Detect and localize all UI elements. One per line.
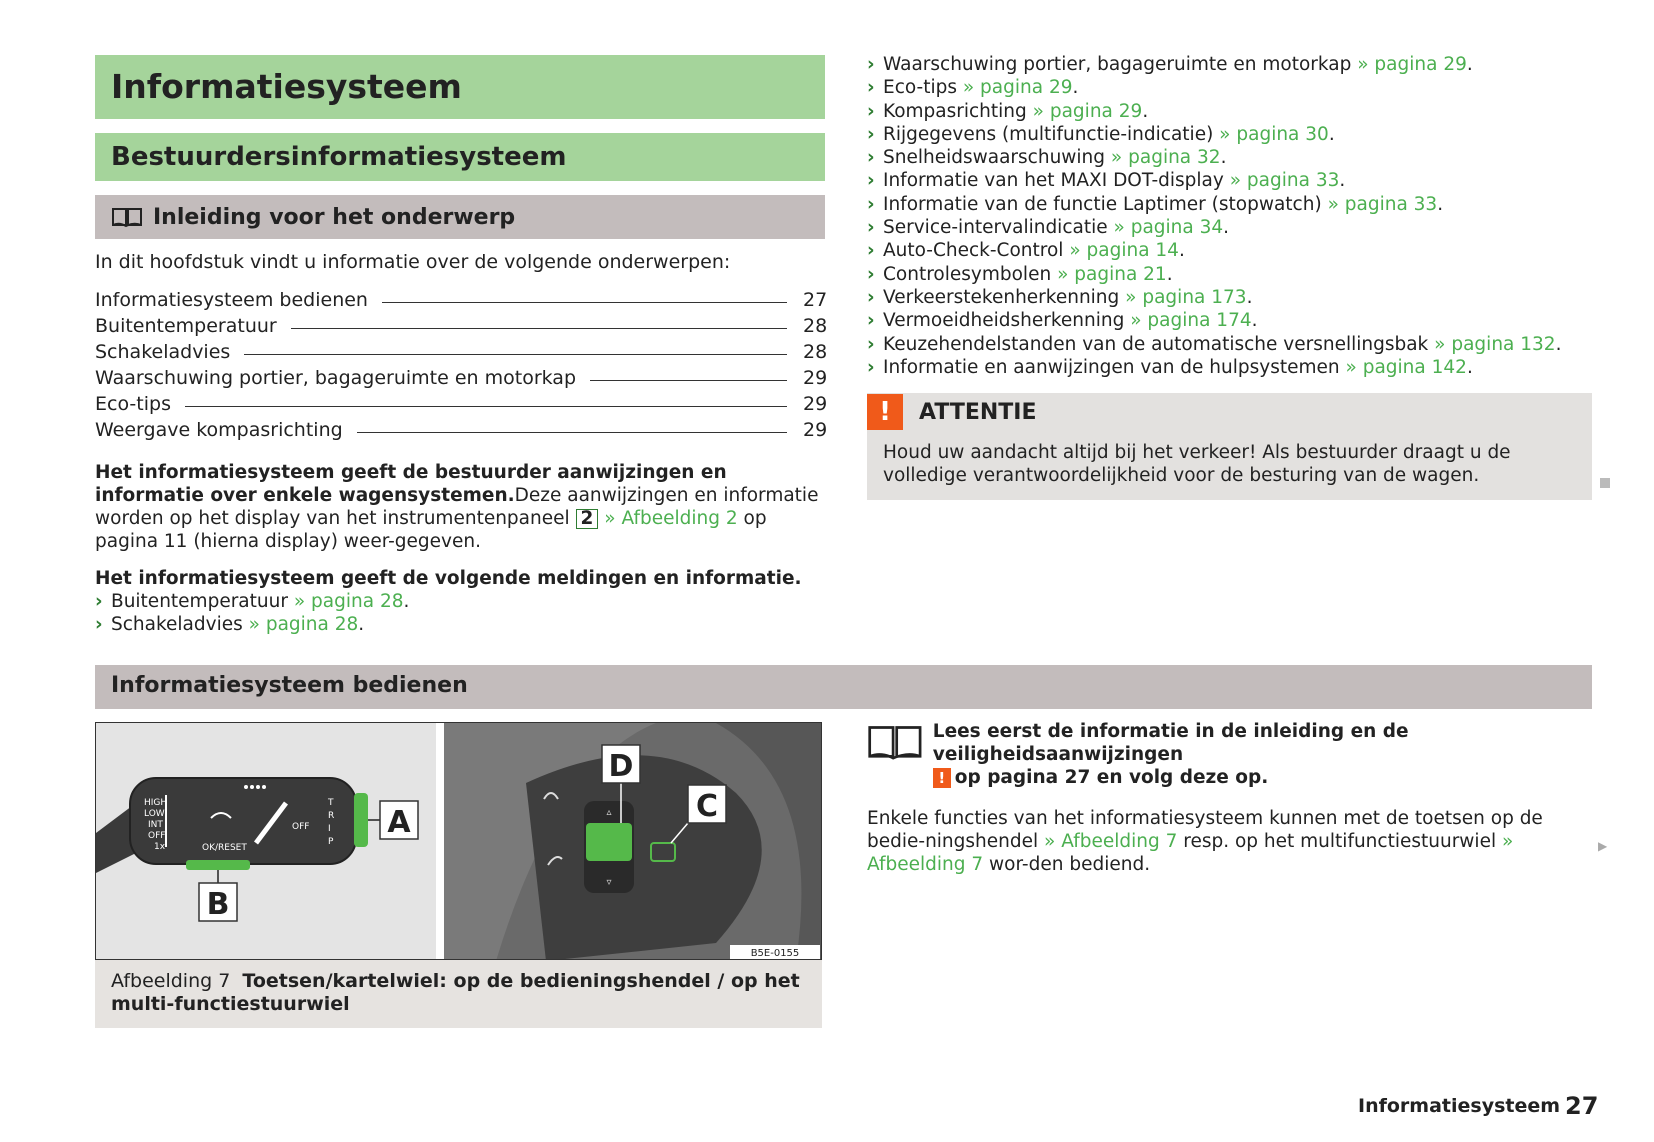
end-square-icon (1600, 478, 1610, 488)
chevron-right-icon: › (867, 240, 875, 262)
read-first-note (867, 720, 1592, 789)
cross-ref-link[interactable]: » pagina 173 (1125, 286, 1247, 308)
stalk-1x: 1x (154, 842, 166, 852)
list-item: › Informatie van de functie Laptimer (stopwatch) » pagina 33. (867, 193, 1444, 215)
list-item: › Snelheidswaarschuwing » pagina 32. (867, 147, 1227, 169)
ok-reset-button-b[interactable] (186, 860, 250, 870)
display-number-box: 2 (576, 509, 599, 529)
subsection-heading (95, 195, 825, 239)
list-item: › Waarschuwing portier, bagageruimte en motorkap » pagina 29. (867, 54, 1473, 75)
toc-page: 29 (803, 393, 828, 415)
list-item-text: Informatie van het MAXI DOT-display (883, 170, 1230, 192)
section-heading-2: Informatiesysteem bedienen (95, 665, 1592, 709)
cross-ref-link[interactable]: » pagina 29 (1357, 54, 1467, 75)
toc-leader (244, 354, 787, 355)
cross-ref-link[interactable]: » pagina 132 (1434, 333, 1556, 355)
list-item: › Eco-tips » pagina 29. (867, 77, 1079, 99)
cross-ref-link[interactable]: » pagina 30 (1219, 123, 1329, 145)
thumbwheel-a[interactable] (354, 793, 368, 847)
list-item-text: Controlesymbolen (883, 263, 1058, 285)
thumbwheel-d[interactable] (586, 823, 632, 861)
cross-ref-link[interactable]: » pagina 32 (1110, 147, 1221, 169)
figure-code: B5E-0155 (750, 948, 800, 959)
attention-box (867, 393, 1592, 500)
subsection-heading-text: Inleiding voor het onderwerp (153, 204, 516, 230)
footer-chapter: Informatiesysteem (1358, 1095, 1561, 1117)
toc-row[interactable] (95, 337, 828, 363)
list-item: › Schakeladvies » pagina 28. (95, 614, 365, 635)
list-item-text: Waarschuwing portier, bagageruimte en motorkap (883, 54, 1358, 75)
list-item: › Vermoeidheidsherkenning » pagina 174. (867, 310, 1258, 332)
list-item: › Kompasrichting » pagina 29. (867, 100, 1149, 122)
toc-page: 29 (803, 367, 828, 389)
attention-title: ATTENTIE (919, 399, 1037, 425)
toc-leader (291, 328, 787, 329)
body-paragraph (95, 461, 825, 553)
list-item: › Rijgegevens (multifunctie-indicatie) » pagina 30. (867, 123, 1335, 145)
list-item: › Auto-Check-Control » pagina 14. (867, 240, 1185, 262)
toc-label: Schakeladvies (95, 341, 231, 363)
chevron-right-icon: › (867, 193, 875, 215)
toc-row[interactable] (95, 389, 828, 415)
toc (95, 285, 828, 441)
cross-ref-link[interactable]: » Afbeelding 7 (867, 831, 1514, 875)
right-column (867, 53, 1592, 500)
stalk-low: LOW (144, 809, 165, 819)
cross-ref-link[interactable]: » pagina 33 (1327, 193, 1438, 215)
toc-label: Waarschuwing portier, bagageruimte en motorkap (95, 367, 577, 389)
list-item-text: Snelheidswaarschuwing (883, 147, 1111, 169)
chevron-right-icon: › (867, 100, 875, 122)
label-a: A (387, 805, 411, 840)
warning-icon: ! (933, 768, 951, 788)
list-heading (95, 567, 825, 590)
chevron-right-icon: › (867, 356, 875, 378)
list-item-text: Verkeerstekenherkenning (883, 286, 1126, 308)
cross-ref-link[interactable]: » pagina 21 (1057, 263, 1167, 285)
book-icon (867, 720, 923, 762)
page-number: 27 (1565, 1092, 1599, 1120)
cross-ref-link[interactable]: » Afbeelding 2 (604, 508, 738, 529)
toc-leader (382, 302, 787, 303)
figure-caption (95, 960, 822, 1028)
body-text: Deze aanwijzingen en informatie worden op het display van het instrumentenpaneel (95, 485, 819, 529)
chevron-right-icon: › (867, 170, 875, 192)
continue-triangle-icon: ▶ (1598, 839, 1608, 853)
toc-leader (357, 432, 787, 433)
chevron-right-icon: › (95, 591, 103, 612)
chevron-right-icon: › (867, 54, 875, 75)
list-item: › Informatie en aanwijzingen van de hulpsystemen » pagina 142. (867, 356, 1473, 378)
list-item: › Buitentemperatuur » pagina 28. (95, 591, 410, 612)
caption-prefix: Afbeelding 7 (111, 970, 231, 992)
stalk-off: OFF (148, 831, 166, 841)
toc-leader (185, 406, 787, 407)
down-arrow-icon: ▿ (606, 877, 612, 888)
section-heading: Bestuurdersinformatiesysteem (95, 133, 825, 181)
list-item: › Controlesymbolen » pagina 21. (867, 263, 1173, 285)
chevron-right-icon: › (867, 217, 875, 239)
list-item: › Service-intervalindicatie » pagina 34. (867, 217, 1230, 239)
bold-text: Het informatiesysteem geeft de bestuurder aanwijzingen en informatie over enkele wagensystemen. (95, 462, 727, 506)
toc-row[interactable] (95, 311, 828, 337)
cross-ref-link[interactable]: » pagina 174 (1130, 310, 1252, 332)
body-paragraph (867, 807, 1592, 876)
list-item-text: Informatie van de functie Laptimer (stopwatch) (883, 193, 1328, 215)
list-item: › Informatie van het MAXI DOT-display » pagina 33. (867, 170, 1346, 192)
list-item-text: Eco-tips (883, 77, 963, 99)
warning-icon: ! (867, 394, 903, 430)
intro-text: In dit hoofdstuk vindt u informatie over de volgende onderwerpen: (95, 251, 731, 273)
cross-ref-link[interactable]: » Afbeelding 7 (1044, 831, 1178, 852)
cross-ref-link[interactable]: » pagina 28 (293, 591, 404, 612)
body-text: op pagina 11 (hierna display) weer-gegeven. (95, 508, 767, 552)
figure-illustration (96, 723, 822, 960)
stalk-ok-reset: OK/RESET (202, 843, 247, 853)
right-list (867, 53, 1592, 379)
list-heading-text: Het informatiesysteem geeft de volgende meldingen en informatie. (95, 568, 802, 589)
trip-r: R (328, 811, 335, 821)
list-item: › Keuzehendelstanden van de automatische versnellingsbak » pagina 132. (867, 333, 1562, 355)
body-text: resp. op het multifunctiestuurwiel (1177, 831, 1502, 852)
up-arrow-icon: ▵ (606, 807, 612, 818)
label-d: D (608, 749, 634, 784)
list-item-text: Kompasrichting (883, 100, 1033, 122)
stalk-off-2: OFF (292, 822, 310, 832)
toc-page: 28 (803, 341, 828, 363)
cross-ref-link[interactable]: » pagina 33 (1229, 170, 1340, 192)
toc-leader (590, 380, 787, 381)
toc-page: 29 (803, 419, 828, 441)
chevron-right-icon: › (867, 77, 875, 99)
list-item-text: Service-intervalindicatie (883, 217, 1114, 239)
chevron-right-icon: › (867, 263, 875, 285)
list-item-text: Informatie en aanwijzingen van de hulpsystemen (883, 356, 1346, 378)
cross-ref-link[interactable]: » pagina 28 (248, 614, 359, 635)
attention-text: Houd uw aandacht altijd bij het verkeer! Als bestuurder draagt u de volledige verantwoordelijkheid voor de besturing van de wagen. (883, 442, 1511, 487)
label-c: C (695, 789, 719, 824)
toc-label: Buitentemperatuur (95, 315, 277, 337)
list-item-text: Schakeladvies (111, 614, 249, 635)
figure-7 (95, 722, 822, 960)
label-b: B (206, 887, 230, 922)
cross-ref-link[interactable]: » pagina 29 (1032, 100, 1143, 122)
list-item: › Verkeerstekenherkenning » pagina 173. (867, 286, 1253, 308)
left-column (95, 55, 828, 636)
stalk-high: HIGH (144, 798, 168, 808)
toc-label: Informatiesysteem bedienen (95, 289, 368, 311)
trip-t: T (328, 798, 334, 808)
cross-ref-link[interactable]: » pagina 142 (1345, 356, 1467, 378)
toc-row[interactable] (95, 285, 828, 311)
read-first-text (933, 720, 1592, 789)
trip-i: I (328, 824, 331, 834)
list-item-text: Auto-Check-Control (883, 240, 1070, 262)
read-first-line2: op pagina 27 en volg deze op. (954, 767, 1269, 788)
toc-label: Weergave kompasrichting (95, 419, 343, 441)
attention-header (867, 393, 1592, 431)
stalk-int: INT (148, 820, 163, 830)
cross-ref-link[interactable]: » pagina 34 (1113, 217, 1224, 239)
list-item-text: Keuzehendelstanden van de automatische versnellingsbak (883, 333, 1435, 355)
cross-ref-link[interactable]: » pagina 29 (962, 77, 1073, 99)
body-text: wor-den bediend. (983, 854, 1151, 875)
list-item-text: Buitentemperatuur (111, 591, 294, 612)
list-item-text: Vermoeidheidsherkenning (883, 310, 1131, 332)
toc-page: 28 (803, 315, 828, 337)
chevron-right-icon: › (867, 123, 875, 145)
book-icon (111, 206, 143, 228)
caption-title: Toetsen/kartelwiel: op de bedieningshendel / op het multi-functiestuurwiel (111, 970, 800, 1015)
chevron-right-icon: › (867, 333, 875, 355)
list-item-text: Rijgegevens (multifunctie-indicatie) (883, 123, 1220, 145)
chevron-right-icon: › (95, 614, 103, 635)
read-first-line1: Lees eerst de informatie in de inleiding en de veiligheidsaanwijzingen (932, 721, 1409, 765)
right-lower (867, 720, 1592, 876)
toc-row[interactable] (95, 363, 828, 389)
chevron-right-icon: › (867, 286, 875, 308)
toc-row[interactable] (95, 415, 828, 441)
chapter-heading: Informatiesysteem (95, 55, 825, 119)
chevron-right-icon: › (867, 147, 875, 169)
body-text: Enkele functies van het informatiesysteem kunnen met de toetsen op de bedie-ningshendel (867, 808, 1543, 852)
toc-page: 27 (803, 289, 828, 311)
trip-p: P (328, 837, 334, 847)
cross-ref-link[interactable]: » pagina 14 (1069, 240, 1179, 262)
chevron-right-icon: › (867, 310, 875, 332)
toc-label: Eco-tips (95, 393, 171, 415)
